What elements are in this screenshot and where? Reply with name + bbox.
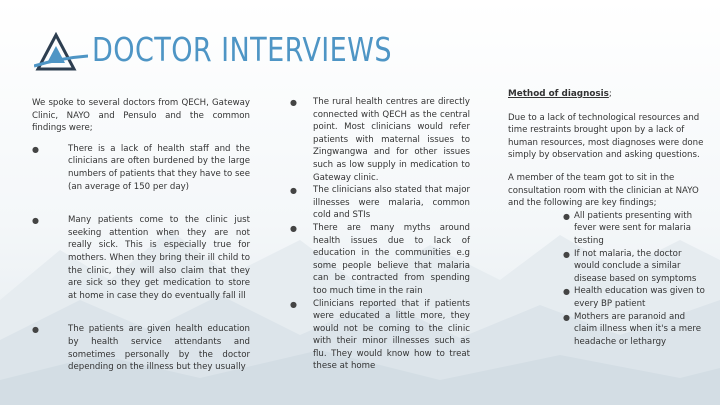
key-findings-list bbox=[508, 210, 708, 349]
right-column bbox=[508, 88, 708, 348]
list-item: ● The rural health centres are directly connected with QECH as the central point. Most clinicians would refer patients with maternal issues to Zingwangwa and for other issues such as low supply in medication to Gateway clinic. bbox=[290, 97, 470, 183]
list-item: ● Mothers are paranoid and claim illness when it's a mere headache or lethargy bbox=[563, 311, 702, 347]
middle-column bbox=[290, 96, 470, 373]
list-item: ● There are many myths around health issues due to lack of education in the communities e.g some people believe that malaria can be contracted from spending too much time in the rain bbox=[290, 222, 470, 296]
bullet-icon: ● bbox=[32, 325, 39, 335]
mountain-triangle-logo-icon bbox=[34, 32, 88, 72]
diagnosis-paragraph: Due to a lack of technological resources and time restraints brought upon by a lack of human resources, most diagnoses were done simply by observation and asking questions. bbox=[508, 112, 704, 161]
bullet-icon: ● bbox=[32, 216, 39, 226]
list-item: ● Many patients come to the clinic just seeking attention when they are not really sick. This is especially true for mothers. When they bring their ill child to the clinic, they will also claim that they are sick so they get medication to store at home in case they do eventually fall ill bbox=[32, 215, 250, 301]
bullet-icon: ● bbox=[563, 287, 570, 297]
section-heading: Method of diagnosis; bbox=[508, 89, 612, 99]
list-item: ● The clinicians also stated that major illnesses were malaria, common cold and STIs bbox=[290, 185, 470, 221]
list-item: ● If not malaria, the doctor would conclude a similar disease based on symptoms bbox=[563, 248, 697, 284]
left-column bbox=[32, 97, 250, 395]
bullet-icon: ● bbox=[563, 312, 570, 322]
bullet-icon: ● bbox=[290, 223, 297, 233]
list-item: ● Clinicians reported that if patients were educated a little more, they would not be coming to the clinic with their minor illnesses such as flu. They would know how to treat these at home bbox=[290, 298, 470, 372]
team-paragraph: A member of the team got to sit in the consultation room with the clinician at NAYO and the following are key findings; bbox=[508, 172, 699, 209]
list-item: ● The patients are given health education by health service attendants and sometimes personally by the doctor depending on the illness but they usually bbox=[32, 324, 250, 373]
list-item: ● Health education was given to every BP patient bbox=[563, 286, 705, 309]
bullet-icon: ● bbox=[290, 299, 297, 309]
findings-list bbox=[32, 143, 250, 374]
page-title: DOCTOR INTERVIEWS bbox=[92, 30, 392, 69]
intro-text: We spoke to several doctors from QECH, Gateway Clinic, NAYO and Pensulo and the common findings were; bbox=[32, 98, 250, 134]
bullet-icon: ● bbox=[290, 186, 297, 196]
bullet-icon: ● bbox=[563, 211, 570, 221]
bullet-icon: ● bbox=[290, 98, 297, 107]
bullet-icon: ● bbox=[32, 144, 39, 154]
list-item: ● All patients presenting with fever were sent for malaria testing bbox=[563, 210, 693, 246]
findings-list bbox=[290, 96, 470, 373]
bullet-icon: ● bbox=[563, 249, 570, 259]
list-item: ● There is a lack of health staff and the clinicians are often burdened by the large numbers of patients that they have to see (an average of 150 per day) bbox=[32, 143, 250, 192]
